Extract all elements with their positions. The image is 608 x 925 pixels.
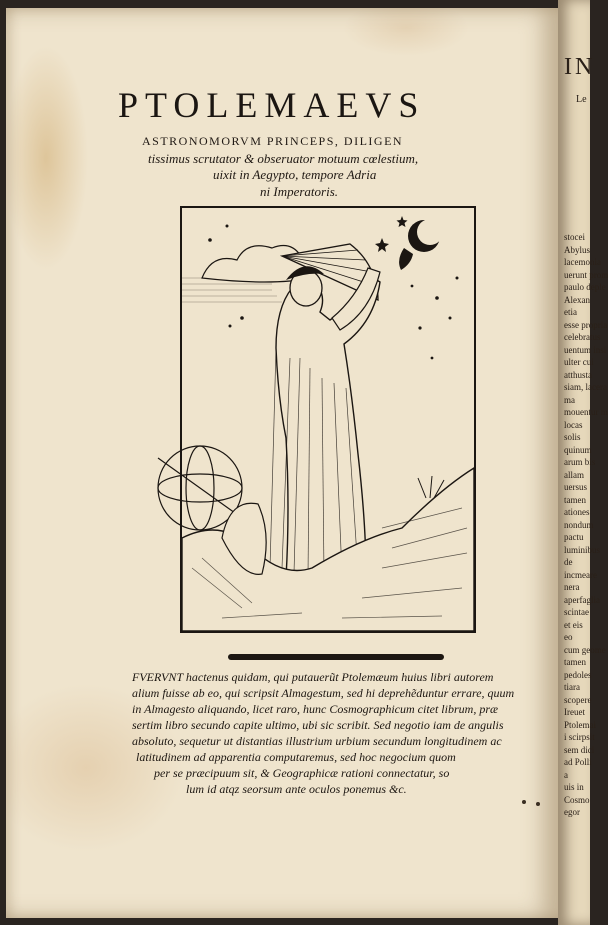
right-page-fragment: uentum insi — [564, 344, 607, 355]
right-page-fragment: stocei — [564, 232, 585, 242]
right-page-fragment: IN — [564, 54, 596, 80]
right-page-fragment: nondum — [564, 519, 594, 530]
page-title: PTOLEMAEVS — [118, 85, 426, 125]
right-page-fragment: locas — [564, 419, 583, 430]
right-page-fragment: tamen — [564, 494, 586, 505]
right-page-fragment: nera — [564, 582, 580, 592]
right-page-fragment: etia — [564, 307, 577, 317]
right-page-fragment: quinum — [564, 444, 592, 455]
ink-spot — [522, 800, 526, 804]
ink-spot — [536, 802, 540, 806]
right-page-fragment: eo — [564, 632, 573, 642]
right-page-fragment: scopere — [564, 694, 592, 705]
right-page-fragment: egor — [564, 807, 580, 817]
body-line-5: absoluto, sequetur ut distantias illustrium urbium secundum longitudinem ac — [132, 734, 502, 748]
right-page-fragment: aperfaglia — [564, 594, 600, 605]
right-page-fragment: pactu — [564, 532, 584, 542]
right-page-fragment: ma — [564, 394, 575, 405]
right-page-fragment: incmeare — [564, 569, 597, 580]
right-page-fragment: pedoles — [564, 669, 592, 680]
right-page-fragment: Alexan — [564, 294, 590, 305]
body-line-2: alium fuisse ab eo, qui scripsit Almagestum, sed hi deprehẽduntur errare, quum — [132, 686, 515, 700]
right-page-edge — [558, 0, 608, 925]
right-page-fragment: Ireuet — [564, 707, 585, 717]
body-line-3: in Almagesto aliquando, licet raro, hunc Cosmographicum citet librum, præ — [132, 702, 498, 716]
right-page-fragment: scintae — [564, 607, 589, 617]
body-line-8: lum id atqz seorsum ante oculos ponemus &c. — [186, 782, 407, 796]
right-page-fragment: tamen — [564, 657, 586, 667]
subtitle-line-1: ASTRONOMORVM PRINCEPS, DILIGEN — [142, 134, 404, 148]
right-page-fragment: Abylus — [564, 244, 591, 255]
right-page-fragment: de — [564, 557, 573, 567]
right-page-fragment: ationes — [564, 507, 590, 517]
right-page-fragment: sem dici — [564, 744, 595, 755]
right-page-fragment: ulter cui — [564, 357, 594, 367]
right-page-fragment: paulo deple — [564, 282, 606, 292]
right-page-fragment: arum bis — [564, 457, 596, 467]
body-line-6: latitudinem ad apparentia computaremus, sed hoc negocium quom — [136, 750, 456, 764]
body-line-7: per se præcipuum sit, & Geographicæ rationi connectatur, so — [154, 766, 450, 780]
right-page-fragment: i scirpsit — [564, 732, 595, 742]
body-line-1: FVERVNT hactenus quidam, qui putauerũt Ptolemæum huius libri autorem — [132, 670, 494, 684]
subtitle-line-3: uixit in Aegypto, tempore Adria — [213, 167, 377, 182]
right-page-fragment: cum geome — [564, 644, 606, 655]
subtitle-line-4: ni Imperatoris. — [260, 184, 338, 199]
right-page-fragment: ad Polli — [564, 757, 592, 767]
right-page-fragment: tiara — [564, 682, 580, 692]
right-page-fragment: solis — [564, 432, 581, 442]
right-page-fragment: luminibus — [564, 544, 601, 555]
subtitle-line-2: tissimus scrutator & obseruator motuum cœlestium, — [148, 151, 419, 166]
body-line-4: sertim libro secundo capite ultimo, ubi sic scribit. Sed negotio iam de angulis — [132, 718, 504, 732]
decorative-rule — [228, 654, 444, 660]
woodcut-illustration — [180, 206, 476, 633]
right-page-fragment: siam, lacera — [564, 382, 607, 392]
ptolemy-woodcut-image — [182, 208, 474, 631]
right-page-fragment: allam — [564, 469, 584, 480]
right-page-fragment: a — [564, 769, 568, 780]
right-page-fragment: Cosmo — [564, 794, 590, 805]
right-page-fragment: celebratus — [564, 332, 601, 342]
right-page-fragment: Ptolemai — [564, 719, 596, 730]
right-page-fragment: et eis — [564, 619, 583, 630]
right-page-fragment: Le — [576, 94, 587, 105]
right-page-fragment: esse propria — [564, 319, 608, 330]
right-page-fragment: uersus — [564, 482, 587, 492]
right-page-fragment: uerunt prom — [564, 269, 608, 280]
right-page-fragment: lacemonia — [564, 257, 601, 267]
right-page-fragment: atthusta — [564, 369, 592, 380]
right-page-fragment: mouentur m — [564, 407, 608, 417]
right-page-fragment: uis in — [564, 782, 584, 792]
